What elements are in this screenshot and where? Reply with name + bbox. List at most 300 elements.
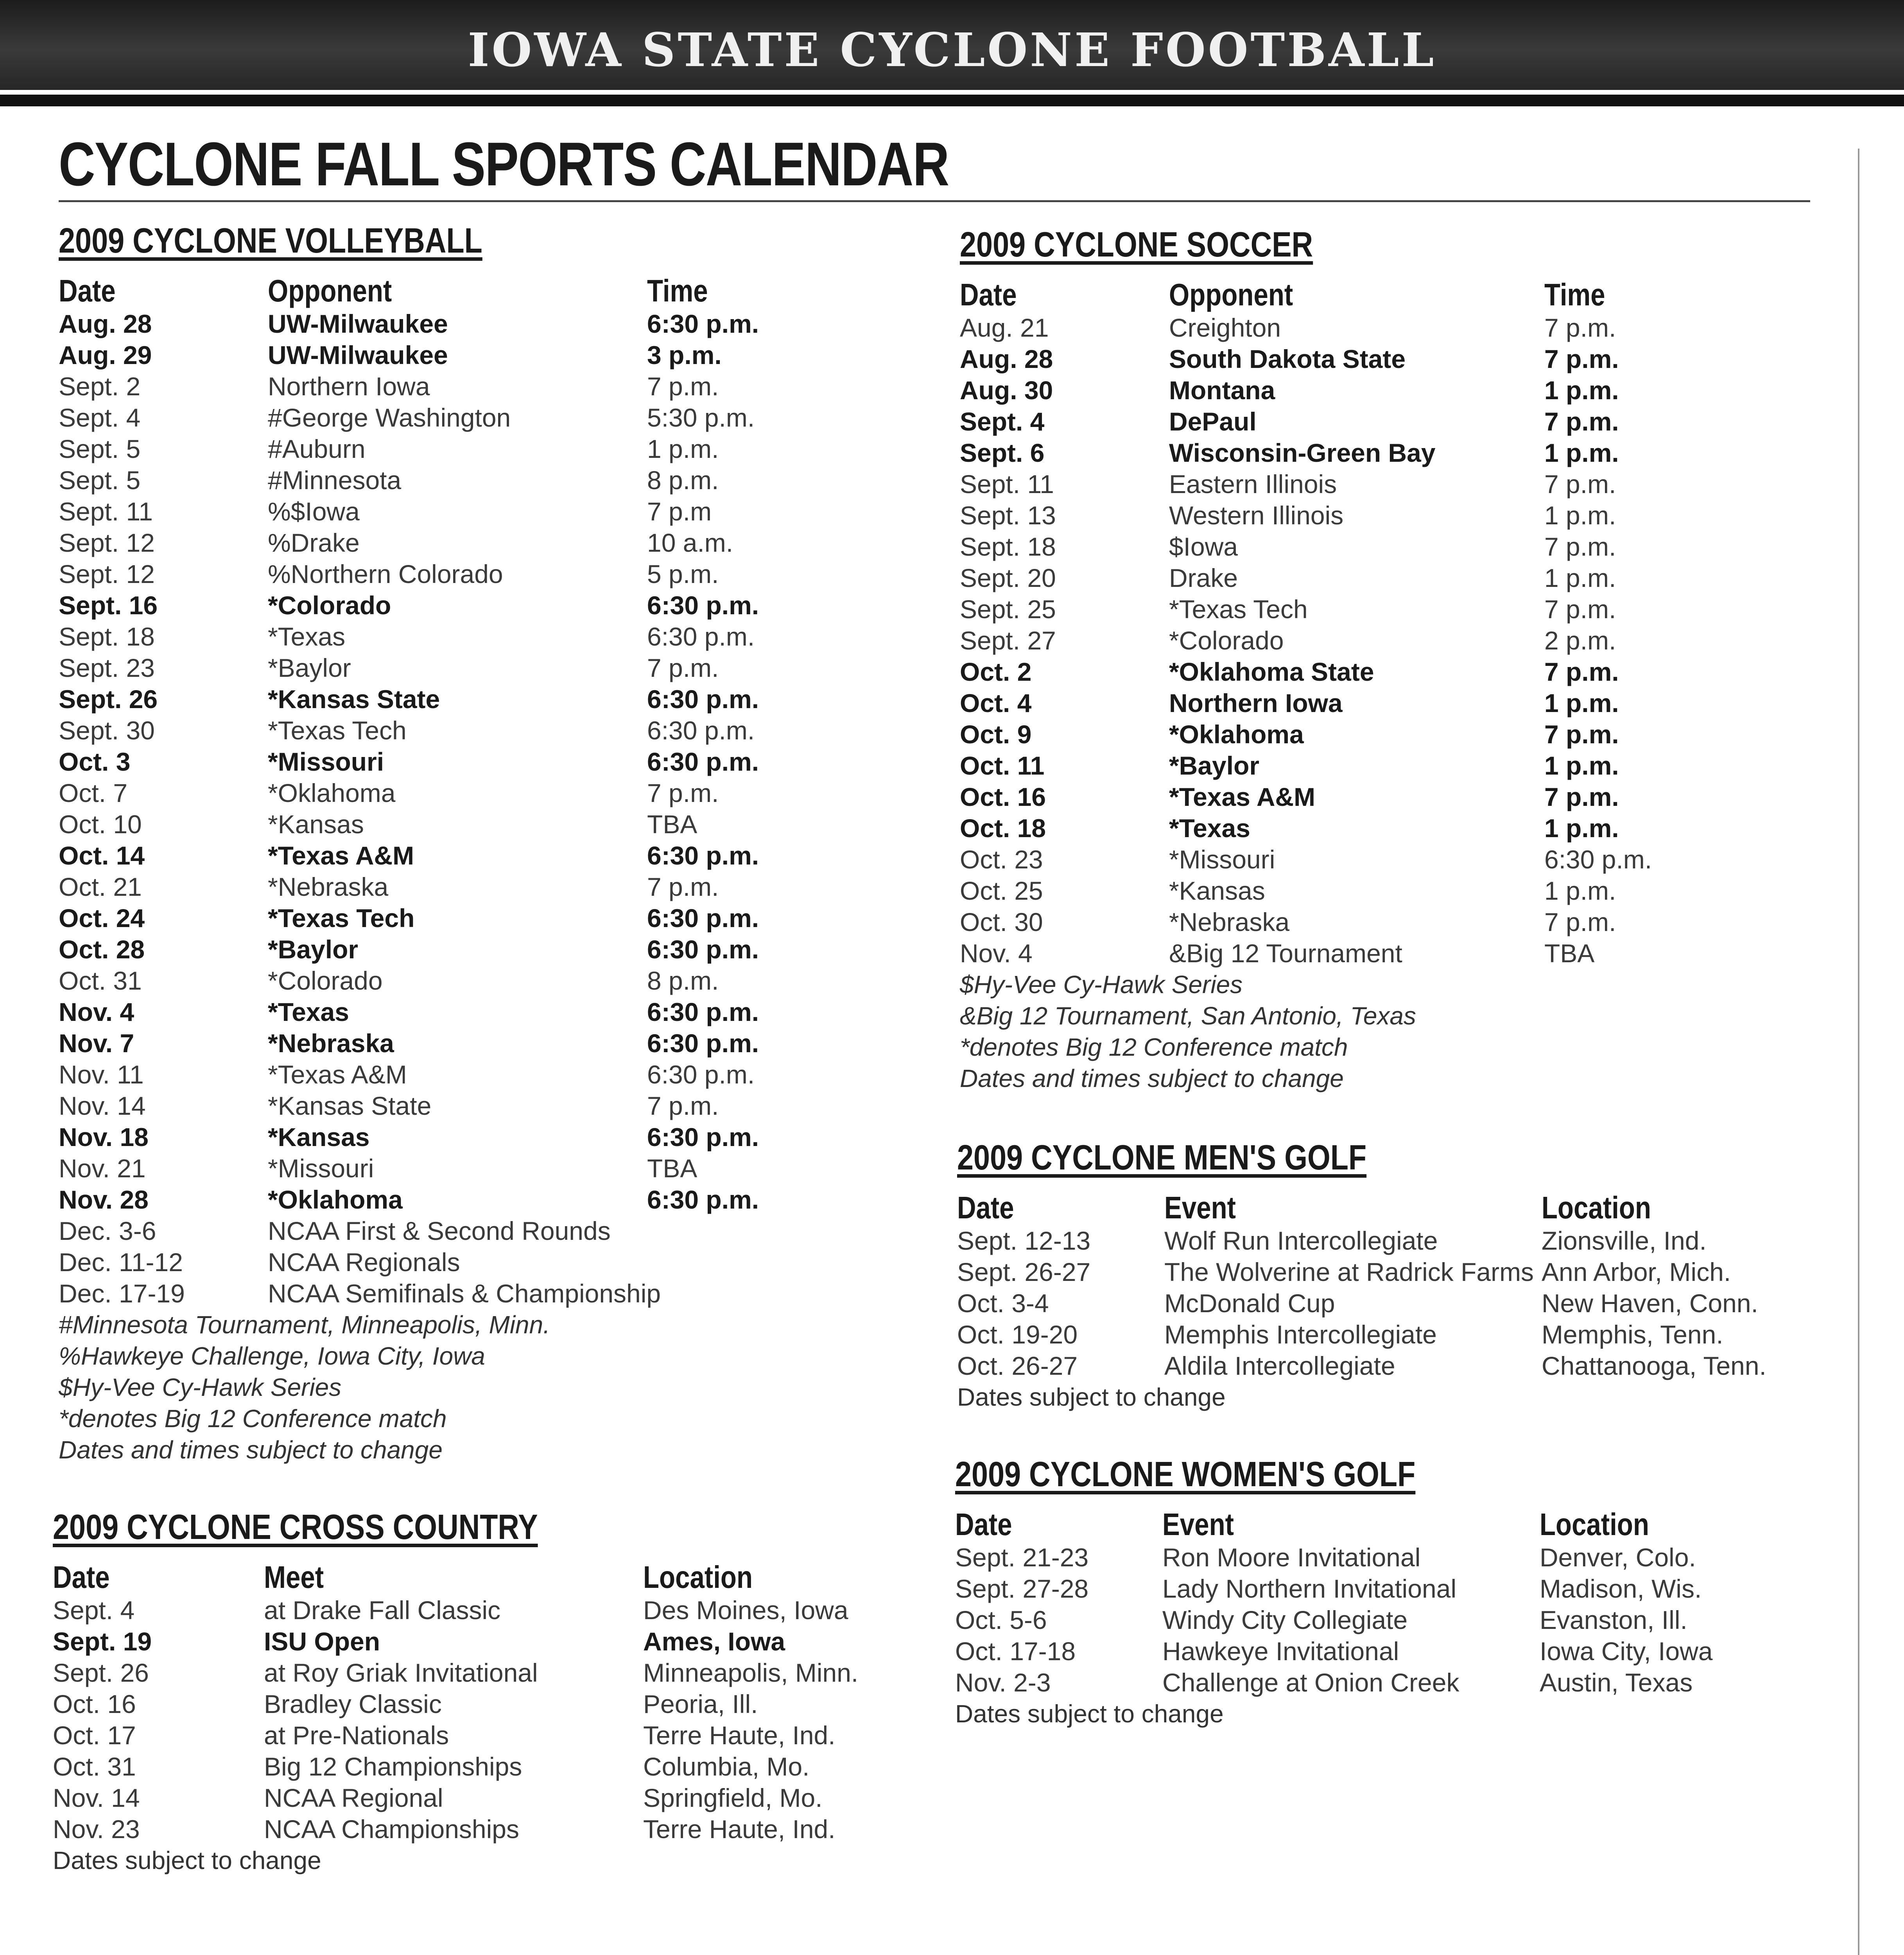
volleyball-row xyxy=(59,1278,880,1309)
cross-country-row-date: Sept. 26 xyxy=(53,1658,149,1687)
volleyball-row-date: Oct. 3 xyxy=(59,747,131,776)
volleyball-row-date: Nov. 18 xyxy=(59,1123,149,1151)
volleyball-row-date: Nov. 21 xyxy=(59,1154,146,1183)
volleyball-title: 2009 CYCLONE VOLLEYBALL xyxy=(59,221,482,260)
volleyball-row-time: 6:30 p.m. xyxy=(647,591,759,620)
soccer-row-time: 1 p.m. xyxy=(1544,814,1619,843)
womens-golf-row-loc: Evanston, Ill. xyxy=(1540,1605,1687,1634)
volleyball-row xyxy=(59,1090,880,1121)
soccer-row-time: 7 p.m. xyxy=(1544,344,1619,373)
volleyball-row xyxy=(59,1215,880,1247)
cross-country-schedule xyxy=(53,1594,913,1845)
volleyball-row-opp: *Kansas xyxy=(268,1123,370,1151)
volleyball-row-time: 6:30 p.m. xyxy=(647,747,759,776)
volleyball-row-date: Nov. 7 xyxy=(59,1029,134,1058)
cross-country-title: 2009 CYCLONE CROSS COUNTRY xyxy=(53,1508,538,1547)
volleyball-row xyxy=(59,934,880,965)
volleyball-row-date: Sept. 5 xyxy=(59,434,141,463)
soccer-row-date: Sept. 20 xyxy=(960,563,1056,592)
volleyball-row-time: 7 p.m. xyxy=(647,1091,719,1120)
womens-golf-title: 2009 CYCLONE WOMEN'S GOLF xyxy=(955,1455,1416,1494)
soccer-row xyxy=(960,906,1820,938)
womens-golf-row-loc: Iowa City, Iowa xyxy=(1540,1637,1713,1666)
volleyball-row-time: 6:30 p.m. xyxy=(647,1185,759,1214)
soccer-row-time: TBA xyxy=(1544,939,1595,968)
soccer-row-date: Oct. 25 xyxy=(960,876,1043,905)
mens-golf-row-date: Oct. 19-20 xyxy=(957,1320,1078,1349)
volleyball-row-opp: *Kansas State xyxy=(268,1091,432,1120)
soccer-row-time: 7 p.m. xyxy=(1544,720,1619,749)
volleyball-row-time: 8 p.m. xyxy=(647,966,719,995)
volleyball-row-opp: *Colorado xyxy=(268,966,383,995)
cross-country-row-loc: Minneapolis, Minn. xyxy=(643,1658,859,1687)
soccer-row-date: Oct. 4 xyxy=(960,689,1032,717)
soccer-row-date: Sept. 25 xyxy=(960,595,1056,624)
volleyball-row xyxy=(59,902,880,934)
soccer-row xyxy=(960,562,1820,594)
womens-golf-row xyxy=(955,1573,1835,1604)
volleyball-row xyxy=(59,715,880,746)
mens-golf-row-loc: New Haven, Conn. xyxy=(1542,1289,1758,1318)
volleyball-row xyxy=(59,590,880,621)
cross-country-section xyxy=(53,1507,913,1876)
mens-golf-row xyxy=(957,1225,1837,1256)
cross-country-row xyxy=(53,1751,913,1782)
volleyball-row-opp: *Texas A&M xyxy=(268,841,414,870)
volleyball-row xyxy=(59,1059,880,1090)
volleyball-row-time: 6:30 p.m. xyxy=(647,1029,759,1058)
cross-country-row xyxy=(53,1626,913,1657)
volleyball-row xyxy=(59,1184,880,1215)
cross-country-row xyxy=(53,1657,913,1688)
soccer-row xyxy=(960,719,1820,750)
womens-golf-row-date: Oct. 17-18 xyxy=(955,1637,1076,1666)
soccer-col-time: Time xyxy=(1544,277,1605,312)
soccer-row xyxy=(960,375,1820,406)
soccer-row-time: 7 p.m. xyxy=(1544,532,1616,561)
soccer-row-time: 1 p.m. xyxy=(1544,563,1616,592)
volleyball-row-opp: %$Iowa xyxy=(268,497,360,526)
volleyball-row-opp: *Texas xyxy=(268,622,346,651)
soccer-row-opp: Drake xyxy=(1169,563,1238,592)
soccer-row-opp: *Baylor xyxy=(1169,751,1260,780)
cross-country-row-date: Nov. 23 xyxy=(53,1815,140,1844)
soccer-row-date: Oct. 23 xyxy=(960,845,1043,874)
womens-golf-row-loc: Austin, Texas xyxy=(1540,1668,1693,1697)
soccer-row-opp: *Oklahoma xyxy=(1169,720,1304,749)
mens-golf-note: Dates subject to change xyxy=(957,1383,1226,1411)
womens-golf-row-event: Windy City Collegiate xyxy=(1162,1605,1408,1634)
cross-country-row-loc: Springfield, Mo. xyxy=(643,1783,823,1812)
soccer-row-date: Aug. 21 xyxy=(960,313,1049,342)
mens-golf-title: 2009 CYCLONE MEN'S GOLF xyxy=(957,1138,1367,1177)
soccer-row-opp: *Texas Tech xyxy=(1169,595,1308,624)
soccer-row-date: Sept. 27 xyxy=(960,626,1056,655)
volleyball-row-time: 6:30 p.m. xyxy=(647,1123,759,1151)
soccer-row-date: Aug. 28 xyxy=(960,344,1053,373)
soccer-row-time: 7 p.m. xyxy=(1544,407,1619,436)
cross-country-row-meet: Big 12 Championships xyxy=(264,1752,522,1781)
mens-golf-row-date: Oct. 26-27 xyxy=(957,1351,1078,1380)
womens-golf-row xyxy=(955,1604,1835,1636)
volleyball-row-opp: *Nebraska xyxy=(268,872,389,901)
mens-golf-row-date: Sept. 12-13 xyxy=(957,1226,1091,1255)
volleyball-row-date: Oct. 24 xyxy=(59,904,145,933)
soccer-row-date: Oct. 18 xyxy=(960,814,1046,843)
volleyball-row-time: 7 p.m. xyxy=(647,653,719,682)
volleyball-row-opp: *Oklahoma xyxy=(268,1185,403,1214)
womens-golf-section xyxy=(955,1455,1835,1729)
womens-golf-row-date: Sept. 21-23 xyxy=(955,1543,1089,1572)
volleyball-row-opp: *Kansas State xyxy=(268,685,440,714)
cross-country-row xyxy=(53,1688,913,1720)
volleyball-row xyxy=(59,1121,880,1153)
volleyball-row-date: Dec. 17-19 xyxy=(59,1279,185,1308)
volleyball-row-date: Oct. 7 xyxy=(59,778,128,807)
soccer-notes xyxy=(960,969,1820,1094)
mens-golf-row xyxy=(957,1319,1837,1350)
cross-country-row-meet: at Roy Griak Invitational xyxy=(264,1658,538,1687)
volleyball-row-date: Sept. 16 xyxy=(59,591,158,620)
cross-country-row-meet: NCAA Championships xyxy=(264,1815,519,1844)
womens-golf-col-event: Event xyxy=(1162,1507,1234,1542)
volleyball-row-time: TBA xyxy=(647,1154,697,1183)
soccer-row xyxy=(960,844,1820,875)
womens-golf-col-date: Date xyxy=(955,1507,1012,1542)
volleyball-row xyxy=(59,683,880,715)
volleyball-row-time: TBA xyxy=(647,810,697,839)
volleyball-row-opp: *Baylor xyxy=(268,935,359,964)
mens-golf-row-date: Oct. 3-4 xyxy=(957,1289,1049,1318)
soccer-row-opp: *Texas A&M xyxy=(1169,782,1316,811)
volleyball-row xyxy=(59,746,880,777)
volleyball-row-date: Sept. 30 xyxy=(59,716,155,745)
cross-country-row-date: Sept. 4 xyxy=(53,1596,135,1625)
soccer-row xyxy=(960,531,1820,562)
volleyball-row-opp: NCAA Semifinals & Championship xyxy=(268,1279,661,1308)
volleyball-row-opp: *Texas Tech xyxy=(268,904,415,933)
volleyball-row-date: Sept. 5 xyxy=(59,466,141,495)
soccer-row-time: 1 p.m. xyxy=(1544,876,1616,905)
volleyball-row xyxy=(59,308,880,339)
volleyball-row-opp: *Oklahoma xyxy=(268,778,396,807)
volleyball-row xyxy=(59,652,880,683)
volleyball-row-date: Aug. 29 xyxy=(59,341,152,369)
volleyball-row-opp: *Texas Tech xyxy=(268,716,407,745)
cross-country-row xyxy=(53,1782,913,1813)
mens-golf-row-loc: Memphis, Tenn. xyxy=(1542,1320,1723,1349)
womens-golf-row xyxy=(955,1542,1835,1573)
cross-country-row-date: Sept. 19 xyxy=(53,1627,152,1656)
volleyball-row-opp: NCAA First & Second Rounds xyxy=(268,1216,611,1245)
volleyball-row-time: 6:30 p.m. xyxy=(647,685,759,714)
volleyball-row-opp: #Auburn xyxy=(268,434,366,463)
volleyball-row-time: 7 p.m. xyxy=(647,778,719,807)
volleyball-row-date: Nov. 4 xyxy=(59,997,134,1026)
volleyball-row-opp: Northern Iowa xyxy=(268,372,430,401)
volleyball-row-time: 3 p.m. xyxy=(647,341,722,369)
volleyball-col-time: Time xyxy=(647,273,708,308)
volleyball-row xyxy=(59,558,880,590)
volleyball-row-opp: *Texas xyxy=(268,997,349,1026)
cross-country-row-loc: Ames, Iowa xyxy=(643,1627,785,1656)
volleyball-row xyxy=(59,465,880,496)
womens-golf-row-event: Lady Northern Invitational xyxy=(1162,1574,1457,1603)
volleyball-row-opp: UW-Milwaukee xyxy=(268,341,448,369)
cross-country-row-meet: Bradley Classic xyxy=(264,1690,442,1718)
soccer-row-date: Sept. 18 xyxy=(960,532,1056,561)
cross-country-row-meet: at Pre-Nationals xyxy=(264,1721,449,1750)
soccer-row-date: Sept. 6 xyxy=(960,438,1045,467)
title-divider xyxy=(59,200,1810,202)
soccer-row xyxy=(960,343,1820,375)
mens-golf-col-event: Event xyxy=(1164,1190,1236,1225)
soccer-row-time: 7 p.m. xyxy=(1544,908,1616,936)
cross-country-row-loc: Terre Haute, Ind. xyxy=(643,1721,835,1750)
volleyball-row-date: Nov. 14 xyxy=(59,1091,146,1120)
volleyball-row xyxy=(59,433,880,465)
mens-golf-row-loc: Zionsville, Ind. xyxy=(1542,1226,1707,1255)
soccer-row-date: Sept. 11 xyxy=(960,470,1054,499)
volleyball-row xyxy=(59,871,880,902)
soccer-row-time: 7 p.m. xyxy=(1544,595,1616,624)
volleyball-section xyxy=(59,221,880,1465)
soccer-row-time: 7 p.m. xyxy=(1544,470,1616,499)
soccer-footnote: &Big 12 Tournament, San Antonio, Texas xyxy=(960,1002,1416,1030)
soccer-row xyxy=(960,875,1820,906)
soccer-row xyxy=(960,812,1820,844)
volleyball-row-time: 7 p.m xyxy=(647,497,712,526)
soccer-row xyxy=(960,625,1820,656)
mens-golf-row-loc: Ann Arbor, Mich. xyxy=(1542,1257,1731,1286)
volleyball-row-date: Aug. 28 xyxy=(59,309,152,338)
womens-golf-row-event: Challenge at Onion Creek xyxy=(1162,1668,1459,1697)
womens-golf-row-event: Hawkeye Invitational xyxy=(1162,1637,1399,1666)
volleyball-row-time: 8 p.m. xyxy=(647,466,719,495)
volleyball-row xyxy=(59,809,880,840)
banner-rule xyxy=(0,95,1904,106)
cross-country-row-meet: ISU Open xyxy=(264,1627,380,1656)
womens-golf-row-event: Ron Moore Invitational xyxy=(1162,1543,1421,1572)
soccer-row-time: 1 p.m. xyxy=(1544,438,1619,467)
soccer-row-date: Nov. 4 xyxy=(960,939,1033,968)
volleyball-row xyxy=(59,339,880,371)
soccer-col-date: Date xyxy=(960,277,1017,312)
soccer-row xyxy=(960,687,1820,719)
volleyball-row-opp: *Kansas xyxy=(268,810,364,839)
cross-country-col-meet: Meet xyxy=(264,1560,324,1594)
volleyball-row-time: 7 p.m. xyxy=(647,372,719,401)
soccer-row-time: 6:30 p.m. xyxy=(1544,845,1652,874)
womens-golf-row-loc: Denver, Colo. xyxy=(1540,1543,1696,1572)
soccer-row xyxy=(960,437,1820,468)
volleyball-row-opp: *Texas A&M xyxy=(268,1060,407,1089)
volleyball-footnote: Dates and times subject to change xyxy=(59,1436,443,1464)
soccer-row xyxy=(960,406,1820,437)
soccer-row-time: 7 p.m. xyxy=(1544,782,1619,811)
volleyball-footnote: %Hawkeye Challenge, Iowa City, Iowa xyxy=(59,1342,485,1370)
soccer-row xyxy=(960,312,1820,343)
mens-golf-col-date: Date xyxy=(957,1190,1014,1225)
volleyball-row-time: 1 p.m. xyxy=(647,434,719,463)
volleyball-notes xyxy=(59,1309,880,1465)
cross-country-row-date: Oct. 17 xyxy=(53,1721,136,1750)
soccer-row-opp: Eastern Illinois xyxy=(1169,470,1337,499)
soccer-row-opp: *Texas xyxy=(1169,814,1250,843)
soccer-row-opp: *Missouri xyxy=(1169,845,1275,874)
soccer-row-opp: Wisconsin-Green Bay xyxy=(1169,438,1436,467)
womens-golf-row xyxy=(955,1667,1835,1698)
volleyball-col-date: Date xyxy=(59,273,116,308)
soccer-row xyxy=(960,656,1820,687)
volleyball-row-date: Nov. 11 xyxy=(59,1060,144,1089)
volleyball-row-time: 6:30 p.m. xyxy=(647,841,759,870)
soccer-row xyxy=(960,594,1820,625)
cross-country-col-date: Date xyxy=(53,1560,110,1594)
soccer-row-date: Sept. 4 xyxy=(960,407,1045,436)
volleyball-row-time: 5:30 p.m. xyxy=(647,403,755,432)
volleyball-row-opp: *Missouri xyxy=(268,747,384,776)
mens-golf-row xyxy=(957,1256,1837,1288)
cross-country-row xyxy=(53,1720,913,1751)
volleyball-row xyxy=(59,965,880,996)
soccer-row-date: Oct. 30 xyxy=(960,908,1043,936)
cross-country-row-date: Nov. 14 xyxy=(53,1783,140,1812)
soccer-row-opp: Creighton xyxy=(1169,313,1281,342)
soccer-row-time: 1 p.m. xyxy=(1544,689,1619,717)
soccer-schedule xyxy=(960,312,1820,969)
volleyball-row-opp: *Missouri xyxy=(268,1154,374,1183)
mens-golf-row-date: Sept. 26-27 xyxy=(957,1257,1091,1286)
soccer-row-opp: Western Illinois xyxy=(1169,501,1344,530)
soccer-row xyxy=(960,750,1820,781)
volleyball-row-time: 6:30 p.m. xyxy=(647,309,759,338)
soccer-row-opp: Northern Iowa xyxy=(1169,689,1343,717)
soccer-row-time: 1 p.m. xyxy=(1544,376,1619,405)
volleyball-row xyxy=(59,1153,880,1184)
volleyball-row-opp: *Colorado xyxy=(268,591,391,620)
volleyball-row xyxy=(59,371,880,402)
mens-golf-row xyxy=(957,1288,1837,1319)
womens-golf-note: Dates subject to change xyxy=(955,1700,1224,1728)
volleyball-row-opp: #Minnesota xyxy=(268,466,402,495)
volleyball-row-date: Oct. 10 xyxy=(59,810,142,839)
volleyball-row-time: 10 a.m. xyxy=(647,528,733,557)
womens-golf-row-loc: Madison, Wis. xyxy=(1540,1574,1702,1603)
soccer-row-time: 1 p.m. xyxy=(1544,751,1619,780)
soccer-row-time: 7 p.m. xyxy=(1544,313,1616,342)
volleyball-row-opp: %Drake xyxy=(268,528,360,557)
soccer-row-opp: *Nebraska xyxy=(1169,908,1290,936)
cross-country-note: Dates subject to change xyxy=(53,1846,321,1874)
womens-golf-col-location: Location xyxy=(1540,1507,1649,1542)
volleyball-row-date: Oct. 14 xyxy=(59,841,145,870)
volleyball-row-date: Dec. 3-6 xyxy=(59,1216,156,1245)
volleyball-row-date: Sept. 23 xyxy=(59,653,155,682)
soccer-row-opp: *Oklahoma State xyxy=(1169,657,1374,686)
soccer-row xyxy=(960,938,1820,969)
volleyball-row-opp: NCAA Regionals xyxy=(268,1248,460,1277)
volleyball-row-time: 6:30 p.m. xyxy=(647,622,755,651)
soccer-row-date: Oct. 9 xyxy=(960,720,1032,749)
mens-golf-row-event: The Wolverine at Radrick Farms xyxy=(1164,1257,1534,1286)
cross-country-row-loc: Peoria, Ill. xyxy=(643,1690,758,1718)
womens-golf-row-date: Nov. 2-3 xyxy=(955,1668,1051,1697)
volleyball-row-date: Nov. 28 xyxy=(59,1185,149,1214)
soccer-row-opp: South Dakota State xyxy=(1169,344,1406,373)
soccer-row xyxy=(960,500,1820,531)
volleyball-row-time: 6:30 p.m. xyxy=(647,935,759,964)
soccer-row-opp: DePaul xyxy=(1169,407,1257,436)
volleyball-row-date: Sept. 4 xyxy=(59,403,141,432)
soccer-col-opponent: Opponent xyxy=(1169,277,1293,312)
soccer-row xyxy=(960,468,1820,500)
volleyball-row-date: Sept. 18 xyxy=(59,622,155,651)
womens-golf-row-date: Oct. 5-6 xyxy=(955,1605,1047,1634)
volleyball-row-date: Oct. 31 xyxy=(59,966,142,995)
soccer-row-opp: *Colorado xyxy=(1169,626,1284,655)
cross-country-row-meet: at Drake Fall Classic xyxy=(264,1596,501,1625)
soccer-section xyxy=(960,225,1820,1094)
volleyball-row xyxy=(59,496,880,527)
cross-country-row-date: Oct. 31 xyxy=(53,1752,136,1781)
page-title: CYCLONE FALL SPORTS CALENDAR xyxy=(59,130,949,199)
volleyball-footnote: $Hy-Vee Cy-Hawk Series xyxy=(59,1373,342,1401)
mens-golf-row xyxy=(957,1350,1837,1381)
mens-golf-row-event: Aldila Intercollegiate xyxy=(1164,1351,1395,1380)
womens-golf-schedule xyxy=(955,1542,1835,1698)
right-margin-rule xyxy=(1858,149,1859,1955)
cross-country-row-loc: Terre Haute, Ind. xyxy=(643,1815,835,1844)
cross-country-row-loc: Des Moines, Iowa xyxy=(643,1596,848,1625)
volleyball-row-time: 7 p.m. xyxy=(647,872,719,901)
soccer-row-time: 2 p.m. xyxy=(1544,626,1616,655)
cross-country-row-meet: NCAA Regional xyxy=(264,1783,443,1812)
volleyball-row xyxy=(59,1247,880,1278)
mens-golf-schedule xyxy=(957,1225,1837,1381)
volleyball-row xyxy=(59,621,880,652)
cross-country-row-loc: Columbia, Mo. xyxy=(643,1752,810,1781)
banner-title: IOWA STATE CYCLONE FOOTBALL xyxy=(468,23,1436,77)
volleyball-row-date: Sept. 12 xyxy=(59,560,155,588)
volleyball-row-opp: *Nebraska xyxy=(268,1029,394,1058)
mens-golf-section xyxy=(957,1138,1837,1413)
womens-golf-row-date: Sept. 27-28 xyxy=(955,1574,1089,1603)
volleyball-row-date: Sept. 11 xyxy=(59,497,153,526)
soccer-row-opp: $Iowa xyxy=(1169,532,1238,561)
soccer-row-date: Aug. 30 xyxy=(960,376,1053,405)
soccer-footnote: $Hy-Vee Cy-Hawk Series xyxy=(960,970,1243,999)
soccer-row-time: 1 p.m. xyxy=(1544,501,1616,530)
soccer-row xyxy=(960,781,1820,812)
volleyball-row-date: Sept. 26 xyxy=(59,685,158,714)
soccer-row-date: Oct. 11 xyxy=(960,751,1045,780)
mens-golf-col-location: Location xyxy=(1542,1190,1651,1225)
mens-golf-row-loc: Chattanooga, Tenn. xyxy=(1542,1351,1766,1380)
mens-golf-row-event: Wolf Run Intercollegiate xyxy=(1164,1226,1438,1255)
volleyball-footnote: *denotes Big 12 Conference match xyxy=(59,1404,447,1433)
volleyball-row-opp: UW-Milwaukee xyxy=(268,309,448,338)
volleyball-row-date: Sept. 2 xyxy=(59,372,141,401)
volleyball-footnote: #Minnesota Tournament, Minneapolis, Minn. xyxy=(59,1311,550,1339)
volleyball-row-date: Oct. 28 xyxy=(59,935,145,964)
mens-golf-row-event: McDonald Cup xyxy=(1164,1289,1335,1318)
volleyball-schedule xyxy=(59,308,880,1309)
volleyball-row-date: Oct. 21 xyxy=(59,872,142,901)
header-banner xyxy=(0,0,1904,90)
cross-country-row xyxy=(53,1813,913,1845)
soccer-row-opp: Montana xyxy=(1169,376,1275,405)
